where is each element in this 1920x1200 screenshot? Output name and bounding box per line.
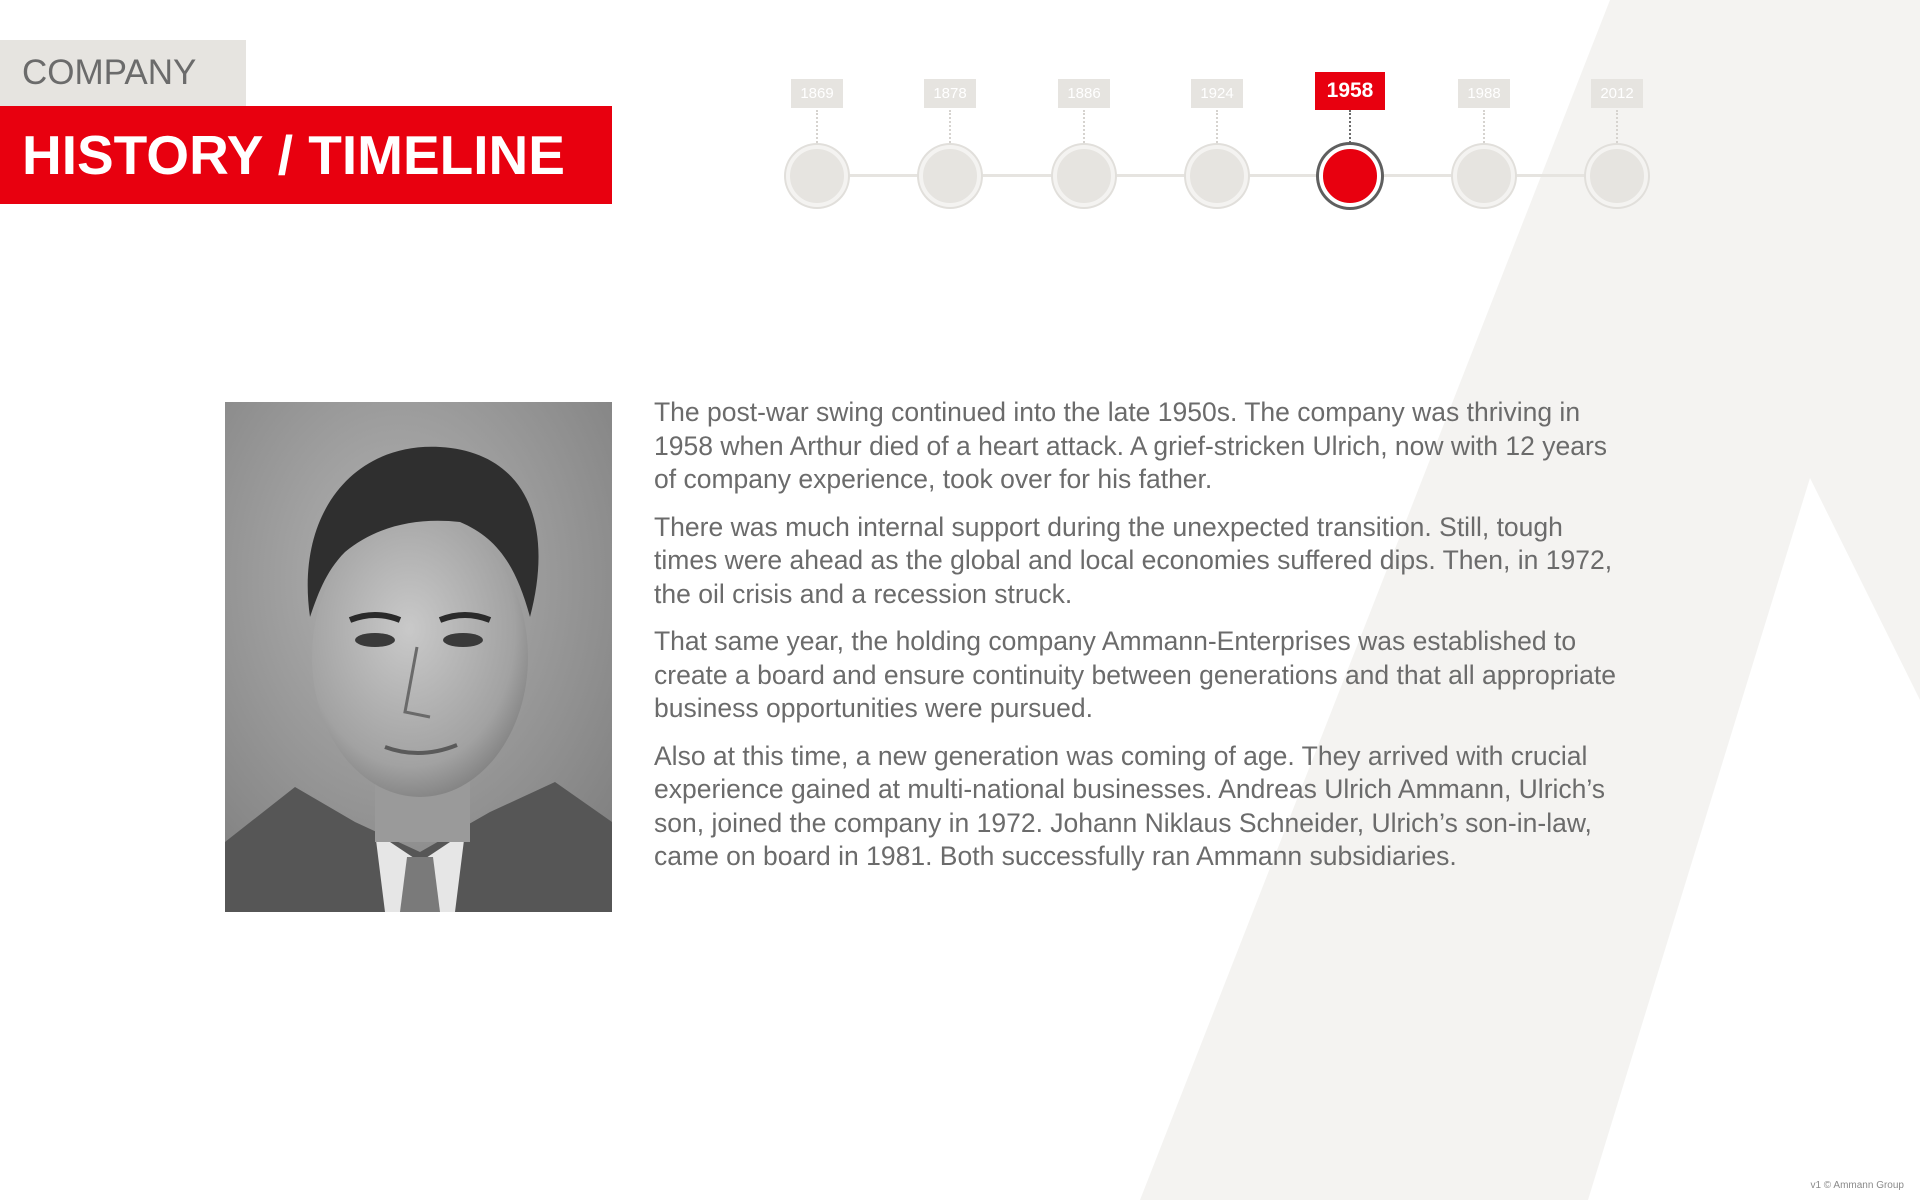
timeline-connector	[1483, 110, 1485, 143]
timeline-connector	[1349, 110, 1351, 143]
footer-note: v1 © Ammann Group	[1810, 1180, 1904, 1191]
timeline	[760, 60, 1660, 220]
paragraph: Also at this time, a new generation was coming of age. They arrived with crucial experience gained at multi-national businesses. Andreas Ulrich Ammann, Ulrich’s son, joined the company in 1972. Johann Niklaus Schneider, Ulrich’s son-in-law, came on board in 1981. Both successfully ran Ammann subsidiaries.	[654, 740, 1606, 871]
timeline-connector	[1216, 110, 1218, 143]
paragraph: The post-war swing continued into the late 1950s. The company was thriving in 1958 when Arthur died of a heart attack. A grief-stricken Ulrich, now with 12 years of company experience, took over for his father.	[654, 397, 1608, 494]
timeline-year-label: 1924	[1191, 79, 1243, 108]
timeline-connector	[1083, 110, 1085, 143]
timeline-dot[interactable]	[1053, 145, 1115, 207]
timeline-connector	[1616, 110, 1618, 143]
paragraph: That same year, the holding company Ammann-Enterprises was established to create a board and ensure continuity between generations and that all appropriate business opportunities were pursued.	[654, 626, 1617, 723]
paragraph: There was much internal support during the unexpected transition. Still, tough times were ahead as the global and local economies suffered dips. Then, in 1972, the oil crisis and a recession struck.	[654, 511, 1613, 609]
timeline-year-label: 2012	[1591, 79, 1643, 108]
timeline-connector	[816, 110, 818, 143]
timeline-connector	[949, 110, 951, 143]
history-text	[654, 396, 1624, 888]
timeline-dot[interactable]	[1186, 145, 1248, 207]
timeline-dot[interactable]	[1586, 145, 1648, 207]
timeline-item-1988[interactable]	[1434, 60, 1534, 220]
timeline-year-label: 1988	[1458, 79, 1510, 108]
portrait-photo	[225, 402, 612, 912]
timeline-item-1924[interactable]	[1167, 60, 1267, 220]
timeline-item-1958[interactable]	[1300, 60, 1400, 220]
timeline-dot-active[interactable]	[1319, 145, 1381, 207]
timeline-item-1869[interactable]	[767, 60, 867, 220]
timeline-item-1878[interactable]	[900, 60, 1000, 220]
timeline-year-label: 1869	[791, 79, 843, 108]
timeline-dot[interactable]	[1453, 145, 1515, 207]
section-label: COMPANY	[0, 40, 246, 106]
timeline-dot[interactable]	[786, 145, 848, 207]
timeline-item-1886[interactable]	[1034, 60, 1134, 220]
timeline-year-label: 1886	[1058, 79, 1110, 108]
page-title: HISTORY / TIMELINE	[0, 106, 612, 204]
timeline-year-label-active: 1958	[1315, 72, 1385, 110]
timeline-year-label: 1878	[924, 79, 976, 108]
timeline-dot[interactable]	[919, 145, 981, 207]
timeline-item-2012[interactable]	[1567, 60, 1667, 220]
